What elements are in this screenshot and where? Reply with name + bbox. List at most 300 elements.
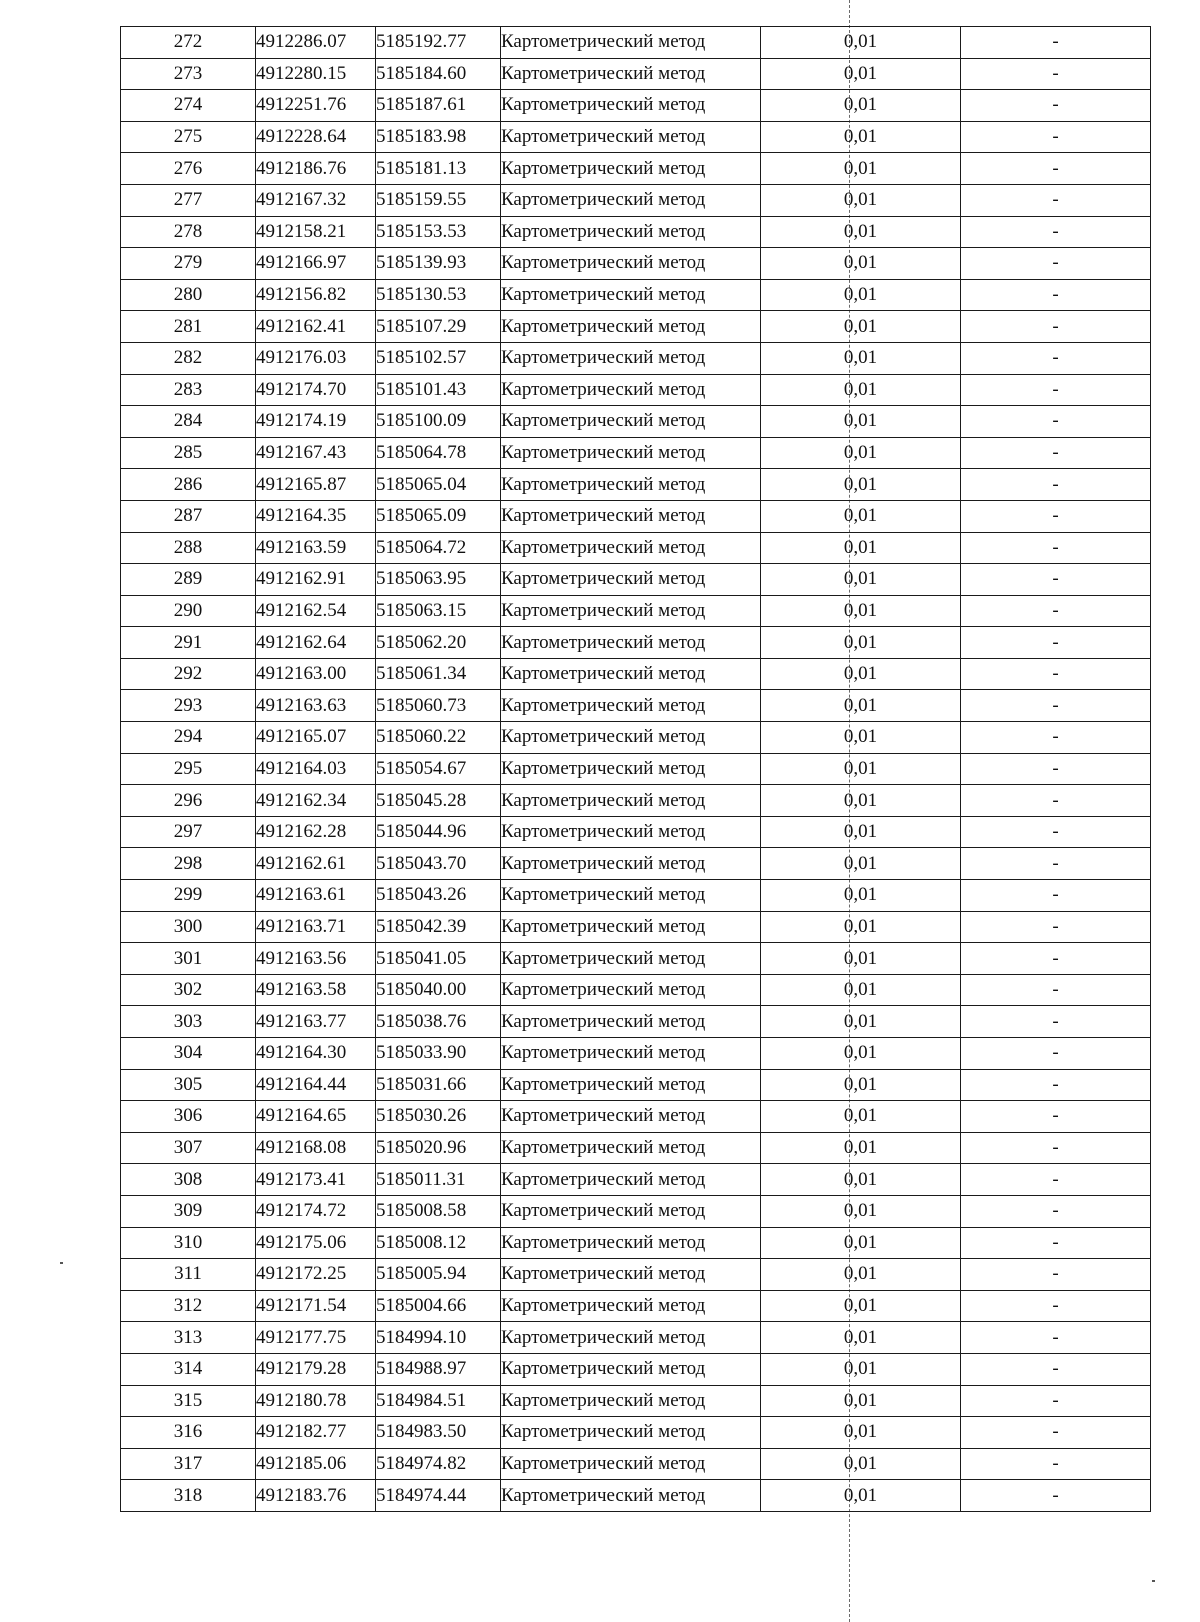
description-cell: - (961, 1259, 1151, 1291)
point-number-cell: 298 (121, 848, 256, 880)
table-row (121, 437, 1151, 469)
description-cell: - (961, 1069, 1151, 1101)
accuracy-cell: 0,01 (761, 943, 961, 975)
x-coordinate-cell: 4912165.07 (256, 722, 376, 754)
table-row (121, 1259, 1151, 1291)
description-cell: - (961, 595, 1151, 627)
y-coordinate-cell: 5185181.13 (376, 153, 501, 185)
table-row (121, 500, 1151, 532)
point-number-cell: 297 (121, 816, 256, 848)
x-coordinate-cell: 4912175.06 (256, 1227, 376, 1259)
method-cell: Картометрический метод (501, 153, 761, 185)
point-number-cell: 282 (121, 342, 256, 374)
table-row (121, 532, 1151, 564)
accuracy-cell: 0,01 (761, 1290, 961, 1322)
accuracy-cell: 0,01 (761, 58, 961, 90)
y-coordinate-cell: 5185031.66 (376, 1069, 501, 1101)
x-coordinate-cell: 4912162.64 (256, 627, 376, 659)
accuracy-cell: 0,01 (761, 974, 961, 1006)
accuracy-cell: 0,01 (761, 27, 961, 59)
accuracy-cell: 0,01 (761, 1227, 961, 1259)
point-number-cell: 280 (121, 279, 256, 311)
point-number-cell: 274 (121, 90, 256, 122)
x-coordinate-cell: 4912179.28 (256, 1353, 376, 1385)
accuracy-cell: 0,01 (761, 785, 961, 817)
y-coordinate-cell: 5185183.98 (376, 121, 501, 153)
table-row (121, 374, 1151, 406)
description-cell: - (961, 279, 1151, 311)
x-coordinate-cell: 4912164.35 (256, 500, 376, 532)
accuracy-cell: 0,01 (761, 90, 961, 122)
y-coordinate-cell: 5185020.96 (376, 1132, 501, 1164)
description-cell: - (961, 816, 1151, 848)
table-row (121, 690, 1151, 722)
x-coordinate-cell: 4912165.87 (256, 469, 376, 501)
table-row (121, 153, 1151, 185)
x-coordinate-cell: 4912280.15 (256, 58, 376, 90)
method-cell: Картометрический метод (501, 216, 761, 248)
method-cell: Картометрический метод (501, 722, 761, 754)
y-coordinate-cell: 5185011.31 (376, 1164, 501, 1196)
table-row (121, 974, 1151, 1006)
table-row (121, 595, 1151, 627)
y-coordinate-cell: 5185159.55 (376, 184, 501, 216)
y-coordinate-cell: 5185042.39 (376, 911, 501, 943)
method-cell: Картометрический метод (501, 58, 761, 90)
method-cell: Картометрический метод (501, 690, 761, 722)
point-number-cell: 311 (121, 1259, 256, 1291)
y-coordinate-cell: 5185187.61 (376, 90, 501, 122)
y-coordinate-cell: 5185060.22 (376, 722, 501, 754)
x-coordinate-cell: 4912163.00 (256, 658, 376, 690)
point-number-cell: 287 (121, 500, 256, 532)
y-coordinate-cell: 5185060.73 (376, 690, 501, 722)
table-row (121, 216, 1151, 248)
method-cell: Картометрический метод (501, 469, 761, 501)
method-cell: Картометрический метод (501, 532, 761, 564)
description-cell: - (961, 342, 1151, 374)
description-cell: - (961, 1164, 1151, 1196)
point-number-cell: 286 (121, 469, 256, 501)
x-coordinate-cell: 4912164.03 (256, 753, 376, 785)
point-number-cell: 283 (121, 374, 256, 406)
method-cell: Картометрический метод (501, 311, 761, 343)
y-coordinate-cell: 5184984.51 (376, 1385, 501, 1417)
point-number-cell: 312 (121, 1290, 256, 1322)
description-cell: - (961, 785, 1151, 817)
y-coordinate-cell: 5185061.34 (376, 658, 501, 690)
x-coordinate-cell: 4912162.54 (256, 595, 376, 627)
method-cell: Картометрический метод (501, 1448, 761, 1480)
point-number-cell: 277 (121, 184, 256, 216)
y-coordinate-cell: 5184988.97 (376, 1353, 501, 1385)
table-row (121, 1101, 1151, 1133)
method-cell: Картометрический метод (501, 753, 761, 785)
x-coordinate-cell: 4912156.82 (256, 279, 376, 311)
x-coordinate-cell: 4912167.32 (256, 184, 376, 216)
description-cell: - (961, 943, 1151, 975)
method-cell: Картометрический метод (501, 27, 761, 59)
accuracy-cell: 0,01 (761, 532, 961, 564)
method-cell: Картометрический метод (501, 785, 761, 817)
table-row (121, 1353, 1151, 1385)
accuracy-cell: 0,01 (761, 1480, 961, 1512)
table-row (121, 1480, 1151, 1512)
point-number-cell: 278 (121, 216, 256, 248)
description-cell: - (961, 1385, 1151, 1417)
y-coordinate-cell: 5185008.12 (376, 1227, 501, 1259)
table-row (121, 1164, 1151, 1196)
point-number-cell: 309 (121, 1195, 256, 1227)
table-row (121, 1385, 1151, 1417)
y-coordinate-cell: 5185100.09 (376, 406, 501, 438)
table-row (121, 816, 1151, 848)
accuracy-cell: 0,01 (761, 248, 961, 280)
y-coordinate-cell: 5185064.72 (376, 532, 501, 564)
table-row (121, 880, 1151, 912)
method-cell: Картометрический метод (501, 595, 761, 627)
x-coordinate-cell: 4912164.30 (256, 1038, 376, 1070)
description-cell: - (961, 1353, 1151, 1385)
point-number-cell: 279 (121, 248, 256, 280)
y-coordinate-cell: 5185008.58 (376, 1195, 501, 1227)
description-cell: - (961, 1290, 1151, 1322)
x-coordinate-cell: 4912228.64 (256, 121, 376, 153)
method-cell: Картометрический метод (501, 90, 761, 122)
y-coordinate-cell: 5185044.96 (376, 816, 501, 848)
table-row (121, 469, 1151, 501)
description-cell: - (961, 58, 1151, 90)
table-row (121, 1132, 1151, 1164)
table-row (121, 58, 1151, 90)
method-cell: Картометрический метод (501, 880, 761, 912)
x-coordinate-cell: 4912174.70 (256, 374, 376, 406)
x-coordinate-cell: 4912251.76 (256, 90, 376, 122)
description-cell: - (961, 1227, 1151, 1259)
y-coordinate-cell: 5185139.93 (376, 248, 501, 280)
point-number-cell: 314 (121, 1353, 256, 1385)
y-coordinate-cell: 5185107.29 (376, 311, 501, 343)
point-number-cell: 293 (121, 690, 256, 722)
table-row (121, 27, 1151, 59)
method-cell: Картометрический метод (501, 564, 761, 596)
point-number-cell: 316 (121, 1417, 256, 1449)
y-coordinate-cell: 5185184.60 (376, 58, 501, 90)
y-coordinate-cell: 5185101.43 (376, 374, 501, 406)
accuracy-cell: 0,01 (761, 1322, 961, 1354)
table-row (121, 785, 1151, 817)
method-cell: Картометрический метод (501, 248, 761, 280)
method-cell: Картометрический метод (501, 627, 761, 659)
method-cell: Картометрический метод (501, 1006, 761, 1038)
point-number-cell: 318 (121, 1480, 256, 1512)
method-cell: Картометрический метод (501, 1385, 761, 1417)
description-cell: - (961, 121, 1151, 153)
x-coordinate-cell: 4912163.77 (256, 1006, 376, 1038)
description-cell: - (961, 216, 1151, 248)
description-cell: - (961, 1038, 1151, 1070)
accuracy-cell: 0,01 (761, 816, 961, 848)
point-number-cell: 272 (121, 27, 256, 59)
accuracy-cell: 0,01 (761, 1448, 961, 1480)
method-cell: Картометрический метод (501, 121, 761, 153)
x-coordinate-cell: 4912164.44 (256, 1069, 376, 1101)
x-coordinate-cell: 4912163.71 (256, 911, 376, 943)
description-cell: - (961, 90, 1151, 122)
method-cell: Картометрический метод (501, 279, 761, 311)
x-coordinate-cell: 4912171.54 (256, 1290, 376, 1322)
table-row (121, 1417, 1151, 1449)
method-cell: Картометрический метод (501, 1038, 761, 1070)
y-coordinate-cell: 5185038.76 (376, 1006, 501, 1038)
description-cell: - (961, 311, 1151, 343)
x-coordinate-cell: 4912173.41 (256, 1164, 376, 1196)
y-coordinate-cell: 5185063.15 (376, 595, 501, 627)
table-row (121, 911, 1151, 943)
accuracy-cell: 0,01 (761, 848, 961, 880)
point-number-cell: 284 (121, 406, 256, 438)
x-coordinate-cell: 4912158.21 (256, 216, 376, 248)
description-cell: - (961, 848, 1151, 880)
point-number-cell: 288 (121, 532, 256, 564)
method-cell: Картометрический метод (501, 658, 761, 690)
description-cell: - (961, 564, 1151, 596)
point-number-cell: 304 (121, 1038, 256, 1070)
y-coordinate-cell: 5185063.95 (376, 564, 501, 596)
description-cell: - (961, 248, 1151, 280)
accuracy-cell: 0,01 (761, 469, 961, 501)
accuracy-cell: 0,01 (761, 1164, 961, 1196)
y-coordinate-cell: 5185043.70 (376, 848, 501, 880)
x-coordinate-cell: 4912162.91 (256, 564, 376, 596)
accuracy-cell: 0,01 (761, 153, 961, 185)
description-cell: - (961, 184, 1151, 216)
description-cell: - (961, 1417, 1151, 1449)
description-cell: - (961, 911, 1151, 943)
y-coordinate-cell: 5184994.10 (376, 1322, 501, 1354)
point-number-cell: 276 (121, 153, 256, 185)
table-row (121, 279, 1151, 311)
y-coordinate-cell: 5184974.82 (376, 1448, 501, 1480)
description-cell: - (961, 1448, 1151, 1480)
table-row (121, 121, 1151, 153)
description-cell: - (961, 1006, 1151, 1038)
table-row (121, 1038, 1151, 1070)
accuracy-cell: 0,01 (761, 342, 961, 374)
table-row (121, 90, 1151, 122)
accuracy-cell: 0,01 (761, 722, 961, 754)
table-row (121, 184, 1151, 216)
accuracy-cell: 0,01 (761, 911, 961, 943)
x-coordinate-cell: 4912176.03 (256, 342, 376, 374)
accuracy-cell: 0,01 (761, 627, 961, 659)
scan-speck (1152, 1580, 1155, 1582)
method-cell: Картометрический метод (501, 1227, 761, 1259)
accuracy-cell: 0,01 (761, 1195, 961, 1227)
point-number-cell: 317 (121, 1448, 256, 1480)
accuracy-cell: 0,01 (761, 1417, 961, 1449)
accuracy-cell: 0,01 (761, 1038, 961, 1070)
x-coordinate-cell: 4912167.43 (256, 437, 376, 469)
point-number-cell: 301 (121, 943, 256, 975)
x-coordinate-cell: 4912164.65 (256, 1101, 376, 1133)
method-cell: Картометрический метод (501, 184, 761, 216)
accuracy-cell: 0,01 (761, 406, 961, 438)
description-cell: - (961, 690, 1151, 722)
description-cell: - (961, 880, 1151, 912)
method-cell: Картометрический метод (501, 342, 761, 374)
table-row (121, 311, 1151, 343)
coordinates-table-body (121, 27, 1151, 1512)
x-coordinate-cell: 4912174.19 (256, 406, 376, 438)
description-cell: - (961, 1101, 1151, 1133)
accuracy-cell: 0,01 (761, 1069, 961, 1101)
point-number-cell: 275 (121, 121, 256, 153)
accuracy-cell: 0,01 (761, 121, 961, 153)
scan-speck (60, 1262, 63, 1264)
accuracy-cell: 0,01 (761, 658, 961, 690)
point-number-cell: 292 (121, 658, 256, 690)
point-number-cell: 295 (121, 753, 256, 785)
x-coordinate-cell: 4912162.41 (256, 311, 376, 343)
point-number-cell: 296 (121, 785, 256, 817)
y-coordinate-cell: 5185041.05 (376, 943, 501, 975)
point-number-cell: 299 (121, 880, 256, 912)
y-coordinate-cell: 5185192.77 (376, 27, 501, 59)
description-cell: - (961, 1480, 1151, 1512)
point-number-cell: 300 (121, 911, 256, 943)
x-coordinate-cell: 4912186.76 (256, 153, 376, 185)
table-row (121, 658, 1151, 690)
method-cell: Картометрический метод (501, 1480, 761, 1512)
accuracy-cell: 0,01 (761, 690, 961, 722)
point-number-cell: 307 (121, 1132, 256, 1164)
method-cell: Картометрический метод (501, 374, 761, 406)
table-row (121, 248, 1151, 280)
description-cell: - (961, 406, 1151, 438)
table-row (121, 1006, 1151, 1038)
coordinates-table (120, 26, 1151, 1512)
accuracy-cell: 0,01 (761, 1006, 961, 1038)
method-cell: Картометрический метод (501, 1132, 761, 1164)
method-cell: Картометрический метод (501, 1101, 761, 1133)
table-row (121, 406, 1151, 438)
description-cell: - (961, 469, 1151, 501)
y-coordinate-cell: 5185030.26 (376, 1101, 501, 1133)
point-number-cell: 281 (121, 311, 256, 343)
method-cell: Картометрический метод (501, 1322, 761, 1354)
accuracy-cell: 0,01 (761, 311, 961, 343)
x-coordinate-cell: 4912163.59 (256, 532, 376, 564)
point-number-cell: 308 (121, 1164, 256, 1196)
point-number-cell: 273 (121, 58, 256, 90)
y-coordinate-cell: 5185153.53 (376, 216, 501, 248)
y-coordinate-cell: 5184974.44 (376, 1480, 501, 1512)
table-row (121, 943, 1151, 975)
accuracy-cell: 0,01 (761, 1101, 961, 1133)
table-row (121, 564, 1151, 596)
table-row (121, 1290, 1151, 1322)
accuracy-cell: 0,01 (761, 880, 961, 912)
accuracy-cell: 0,01 (761, 1132, 961, 1164)
method-cell: Картометрический метод (501, 1290, 761, 1322)
x-coordinate-cell: 4912168.08 (256, 1132, 376, 1164)
accuracy-cell: 0,01 (761, 500, 961, 532)
x-coordinate-cell: 4912174.72 (256, 1195, 376, 1227)
x-coordinate-cell: 4912163.63 (256, 690, 376, 722)
accuracy-cell: 0,01 (761, 374, 961, 406)
x-coordinate-cell: 4912163.56 (256, 943, 376, 975)
description-cell: - (961, 532, 1151, 564)
description-cell: - (961, 500, 1151, 532)
point-number-cell: 303 (121, 1006, 256, 1038)
y-coordinate-cell: 5185040.00 (376, 974, 501, 1006)
method-cell: Картометрический метод (501, 1417, 761, 1449)
method-cell: Картометрический метод (501, 1259, 761, 1291)
x-coordinate-cell: 4912163.58 (256, 974, 376, 1006)
table-row (121, 627, 1151, 659)
description-cell: - (961, 1132, 1151, 1164)
method-cell: Картометрический метод (501, 1069, 761, 1101)
accuracy-cell: 0,01 (761, 184, 961, 216)
y-coordinate-cell: 5185054.67 (376, 753, 501, 785)
point-number-cell: 290 (121, 595, 256, 627)
x-coordinate-cell: 4912162.61 (256, 848, 376, 880)
x-coordinate-cell: 4912286.07 (256, 27, 376, 59)
point-number-cell: 305 (121, 1069, 256, 1101)
description-cell: - (961, 722, 1151, 754)
x-coordinate-cell: 4912183.76 (256, 1480, 376, 1512)
y-coordinate-cell: 5185033.90 (376, 1038, 501, 1070)
description-cell: - (961, 153, 1151, 185)
point-number-cell: 294 (121, 722, 256, 754)
x-coordinate-cell: 4912185.06 (256, 1448, 376, 1480)
description-cell: - (961, 753, 1151, 785)
y-coordinate-cell: 5185102.57 (376, 342, 501, 374)
table-row (121, 1069, 1151, 1101)
method-cell: Картометрический метод (501, 437, 761, 469)
x-coordinate-cell: 4912163.61 (256, 880, 376, 912)
accuracy-cell: 0,01 (761, 1353, 961, 1385)
y-coordinate-cell: 5185004.66 (376, 1290, 501, 1322)
x-coordinate-cell: 4912177.75 (256, 1322, 376, 1354)
x-coordinate-cell: 4912172.25 (256, 1259, 376, 1291)
y-coordinate-cell: 5185065.09 (376, 500, 501, 532)
method-cell: Картометрический метод (501, 1353, 761, 1385)
y-coordinate-cell: 5185005.94 (376, 1259, 501, 1291)
point-number-cell: 289 (121, 564, 256, 596)
table-row (121, 1448, 1151, 1480)
table-row (121, 1195, 1151, 1227)
point-number-cell: 285 (121, 437, 256, 469)
accuracy-cell: 0,01 (761, 595, 961, 627)
table-row (121, 848, 1151, 880)
x-coordinate-cell: 4912162.28 (256, 816, 376, 848)
point-number-cell: 291 (121, 627, 256, 659)
description-cell: - (961, 974, 1151, 1006)
table-row (121, 1322, 1151, 1354)
table-row (121, 1227, 1151, 1259)
document-page (120, 26, 1150, 1512)
table-row (121, 342, 1151, 374)
description-cell: - (961, 1195, 1151, 1227)
description-cell: - (961, 374, 1151, 406)
accuracy-cell: 0,01 (761, 1385, 961, 1417)
accuracy-cell: 0,01 (761, 564, 961, 596)
method-cell: Картометрический метод (501, 911, 761, 943)
point-number-cell: 306 (121, 1101, 256, 1133)
x-coordinate-cell: 4912182.77 (256, 1417, 376, 1449)
